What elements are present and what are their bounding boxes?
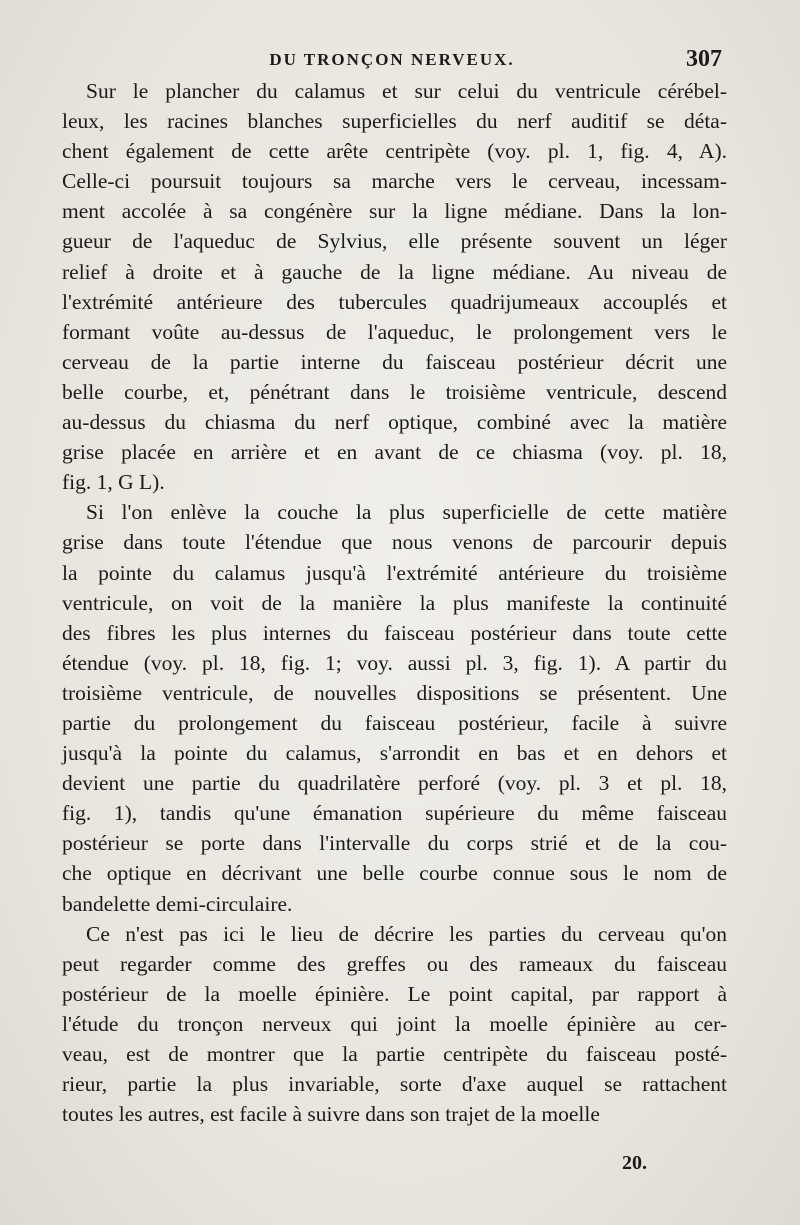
text-line: Si l'on enlève la couche la plus superficielle de cette matière: [86, 500, 727, 525]
text-line: fig. 1, G L).: [62, 470, 165, 495]
text-line: étendue (voy. pl. 18, fig. 1; voy. aussi pl. 3, fig. 1). A partir du: [62, 650, 727, 675]
text-line: postérieur de la moelle épinière. Le point capital, par rapport à: [62, 981, 727, 1006]
text-line: la pointe du calamus jusqu'à l'extrémité antérieure du troisième: [62, 560, 727, 585]
body-text: [62, 76, 727, 1129]
text-line: postérieur se porte dans l'intervalle du corps strié et de la cou-: [62, 831, 727, 856]
page-number: 307: [686, 46, 722, 72]
text-line: ment accolée à sa congénère sur la ligne médiane. Dans la lon-: [62, 199, 727, 224]
text-line: bandelette demi-circulaire.: [62, 891, 293, 916]
text-line: leux, les racines blanches superficielles du nerf auditif se déta-: [62, 109, 727, 134]
text-line: au-dessus du chiasma du nerf optique, combiné avec la matière: [62, 410, 727, 435]
text-line: toutes les autres, est facile à suivre dans son trajet de la moelle: [62, 1102, 600, 1127]
text-line: troisième ventricule, de nouvelles dispositions se présentent. Une: [62, 680, 727, 705]
text-line: l'extrémité antérieure des tubercules quadrijumeaux accouplés et: [62, 289, 727, 314]
paragraph-1: [62, 76, 727, 497]
text-line: peut regarder comme des greffes ou des rameaux du faisceau: [62, 951, 727, 976]
text-line: Sur le plancher du calamus et sur celui du ventricule cérébel-: [86, 79, 727, 103]
text-line: ventricule, on voit de la manière la plus manifeste la continuité: [62, 590, 727, 615]
page-header: [62, 46, 722, 80]
text-line: veau, est de montrer que la partie centripète du faisceau posté-: [62, 1042, 727, 1066]
text-line: gueur de l'aqueduc de Sylvius, elle présente souvent un léger: [62, 229, 727, 254]
paragraph-2: [62, 497, 727, 918]
text-line: chent également de cette arête centripète (voy. pl. 1, fig. 4, A).: [62, 139, 727, 164]
running-head: DU TRONÇON NERVEUX.: [269, 50, 515, 69]
paragraph-3: [62, 919, 727, 1130]
text-line: che optique en décrivant une belle courbe connue sous le nom de: [62, 861, 727, 886]
text-line: Ce n'est pas ici le lieu de décrire les parties du cerveau qu'on: [86, 921, 727, 946]
text-line: l'étude du tronçon nerveux qui joint la moelle épinière au cer-: [62, 1011, 727, 1036]
text-line: partie du prolongement du faisceau postérieur, facile à suivre: [62, 710, 727, 735]
text-line: formant voûte au-dessus de l'aqueduc, le prolongement vers le: [62, 319, 727, 344]
text-line: rieur, partie la plus invariable, sorte d'axe auquel se rattachent: [62, 1072, 727, 1097]
text-line: des fibres les plus internes du faisceau postérieur dans toute cette: [62, 620, 727, 645]
text-line: grise placée en arrière et en avant de ce chiasma (voy. pl. 18,: [62, 440, 727, 465]
text-line: belle courbe, et, pénétrant dans le troisième ventricule, descend: [62, 379, 727, 404]
text-line: cerveau de la partie interne du faisceau postérieur décrit une: [62, 349, 727, 374]
text-line: relief à droite et à gauche de la ligne médiane. Au niveau de: [62, 259, 727, 284]
text-line: fig. 1), tandis qu'une émanation supérieure du même faisceau: [62, 801, 727, 826]
signature-mark: 20.: [622, 1152, 647, 1174]
text-line: jusqu'à la pointe du calamus, s'arrondit en bas et en dehors et: [62, 741, 727, 766]
text-line: Celle-ci poursuit toujours sa marche vers le cerveau, incessam-: [62, 169, 727, 194]
text-line: grise dans toute l'étendue que nous venons de parcourir depuis: [62, 530, 727, 555]
text-line: devient une partie du quadrilatère perforé (voy. pl. 3 et pl. 18,: [62, 771, 727, 796]
